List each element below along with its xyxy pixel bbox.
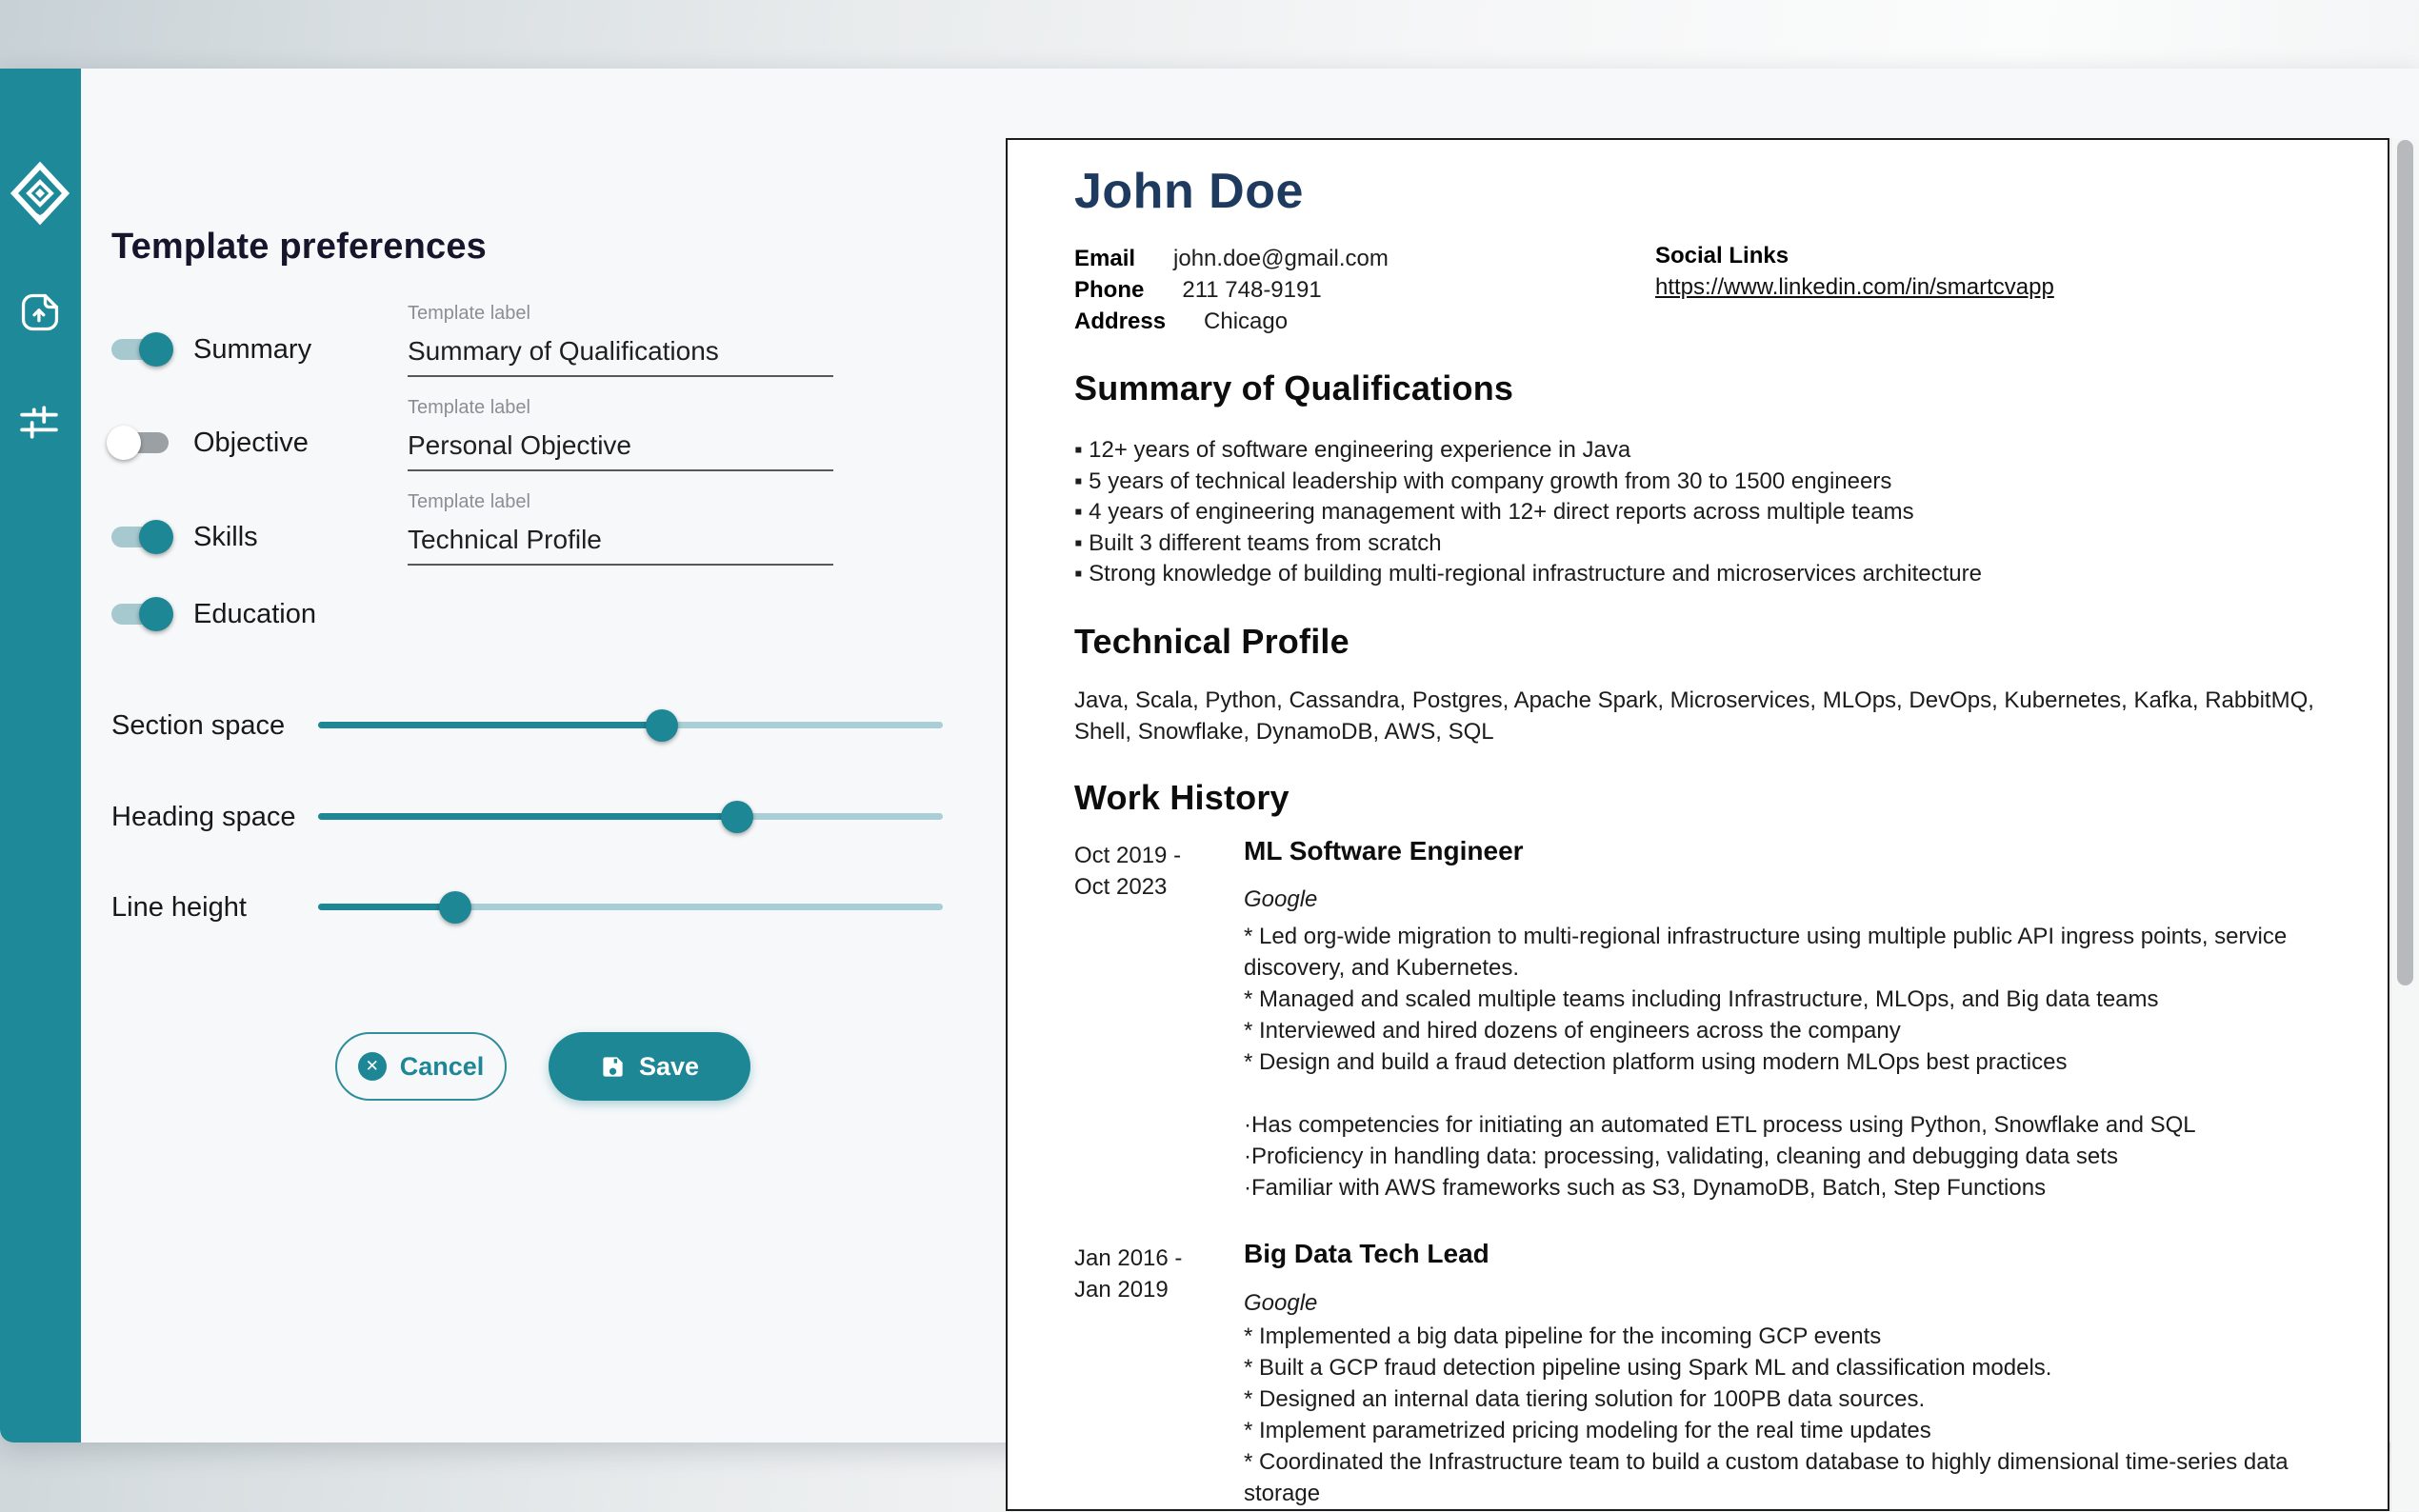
resume-preview [1006,138,2389,1511]
job2-title: Big Data Tech Lead [1244,1239,1489,1268]
toggle-education-label: Education [193,599,316,629]
job2-date-to: Jan 2019 [1074,1277,1169,1303]
toggle-skills-label: Skills [193,522,258,552]
save-floppy-icon [600,1054,626,1080]
job-highlight: ·Familiar with AWS frameworks such as S3, DynamoDB, Batch, Step Functions [1244,1175,2047,1201]
summary-bullets [1074,435,2341,590]
field-caption: Template label [408,303,530,324]
field-caption: Template label [408,397,530,418]
toggle-objective[interactable] [111,432,169,453]
summary-bullet: ▪ Built 3 different teams from scratch [1074,529,1442,556]
skills-label-input[interactable]: Technical Profile [408,525,602,554]
cancel-button[interactable] [335,1032,507,1101]
job-highlight: ·Proficiency in handling data: processing, validating, cleaning and debugging data sets [1244,1144,2118,1169]
summary-bullet: ▪ 12+ years of software engineering experience in Java [1074,437,1631,463]
job2-dates [1074,1243,1182,1305]
job1-date-from: Oct 2019 - [1074,843,1182,868]
summary-bullet: ▪ 4 years of engineering management with 12+ direct reports across multiple teams [1074,499,1914,525]
job1-title: ML Software Engineer [1244,836,1524,865]
social-links-heading: Social Links [1655,243,1789,269]
slider-knob[interactable] [646,709,678,742]
toggle-knob [139,520,173,554]
save-button[interactable] [549,1032,750,1101]
heading-space-label: Heading space [111,802,296,832]
summary-label-input[interactable]: Summary of Qualifications [408,336,719,366]
objective-label-input[interactable]: Personal Objective [408,430,632,460]
upload-document-icon[interactable] [17,289,63,340]
resume-name: John Doe [1074,164,1304,219]
job2-company: Google [1244,1290,1318,1316]
slider-knob[interactable] [439,891,471,924]
job1-extra-group [1244,1109,2339,1204]
toggle-objective-label: Objective [193,428,309,458]
job-highlight: ·Has competencies for initiating an automated ETL process using Python, Snowflake and SQL [1244,1112,2196,1138]
job1-dates [1074,840,1181,903]
section-space-label: Section space [111,710,286,741]
toggle-knob [139,332,173,367]
job-highlight: * Led org-wide migration to multi-regional infrastructure using multiple public API ingress points, service discovery, and Kubernetes. [1244,924,2288,981]
cancel-x-icon: ✕ [358,1052,387,1081]
job1-date-to: Oct 2023 [1074,874,1168,900]
summary-section-heading: Summary of Qualifications [1074,368,1514,408]
email-value: john.doe@gmail.com [1173,246,1389,271]
contact-row-phone [1074,274,1389,306]
resume-contact-block [1074,243,1389,337]
job-highlight: * Design and build a fraud detection platform using modern MLOps best practices [1244,1049,2068,1075]
job1-highlights [1244,921,2339,1204]
slider-knob[interactable] [721,801,753,833]
job-highlight: * Implement parametrized pricing modeling for the real time updates [1244,1418,1931,1443]
job-highlight: * Interviewed and hired dozens of engineers across the company [1244,1018,1901,1044]
page-title: Template preferences [111,227,488,267]
phone-label: Phone [1074,277,1145,303]
section-space-slider[interactable] [318,722,943,728]
slider-fill [318,722,662,728]
address-value: Chicago [1204,308,1289,334]
job-highlight: * Built a GCP fraud detection pipeline using Spark ML and classification models. [1244,1355,2052,1381]
line-height-slider[interactable] [318,904,943,910]
line-height-label: Line height [111,892,247,923]
linkedin-link[interactable]: https://www.linkedin.com/in/smartcvapp [1655,274,2054,300]
input-underline [408,375,833,377]
field-caption: Template label [408,491,530,512]
slider-fill [318,813,737,820]
app-card [0,69,2419,1506]
scrollbar-thumb[interactable] [2397,140,2413,985]
job2-date-from: Jan 2016 - [1074,1245,1183,1271]
toggle-education[interactable] [111,604,169,625]
cancel-button-label: Cancel [399,1051,485,1081]
toggle-summary[interactable] [111,339,169,360]
summary-bullet: ▪ 5 years of technical leadership with company growth from 30 to 1500 engineers [1074,468,1892,494]
job-highlight: * Designed an internal data tiering solution for 100PB data sources. [1244,1386,1926,1412]
preview-scrollbar[interactable] [2390,138,2419,1511]
contact-row-address [1074,306,1389,337]
input-underline [408,564,833,566]
toggle-knob [139,597,173,631]
skills-section-heading: Technical Profile [1074,622,1349,661]
work-history-heading: Work History [1074,778,1289,817]
contact-row-email [1074,243,1389,274]
email-label: Email [1074,246,1136,271]
smartcv-logo-icon [10,161,70,236]
nav-rail [0,69,81,1442]
summary-bullet: ▪ Strong knowledge of building multi-regional infrastructure and microservices architecture [1074,561,1982,587]
job2-highlights [1244,1321,2344,1509]
phone-value: 211 748-9191 [1182,277,1322,303]
tune-sliders-icon[interactable] [19,403,59,446]
address-label: Address [1074,308,1167,334]
job1-company: Google [1244,886,1318,912]
job-highlight: * Implemented a big data pipeline for the incoming GCP events [1244,1323,1882,1349]
job-highlight: * Managed and scaled multiple teams including Infrastructure, MLOps, and Big data teams [1244,986,2159,1012]
input-underline [408,469,833,471]
slider-fill [318,904,455,910]
job-highlight: * Coordinated the Infrastructure team to build a custom database to highly dimensional time-series data storage [1244,1449,2289,1506]
heading-space-slider[interactable] [318,813,943,820]
toggle-knob [107,426,141,460]
save-button-label: Save [638,1051,700,1081]
skills-text: Java, Scala, Python, Cassandra, Postgres, Apache Spark, Microservices, MLOps, DevOps, Kubernetes, Kafka, RabbitMQ, Shell, Snowflake, DynamoDB, AWS, SQL [1074,687,2314,745]
toggle-summary-label: Summary [193,334,312,365]
toggle-skills[interactable] [111,527,169,547]
